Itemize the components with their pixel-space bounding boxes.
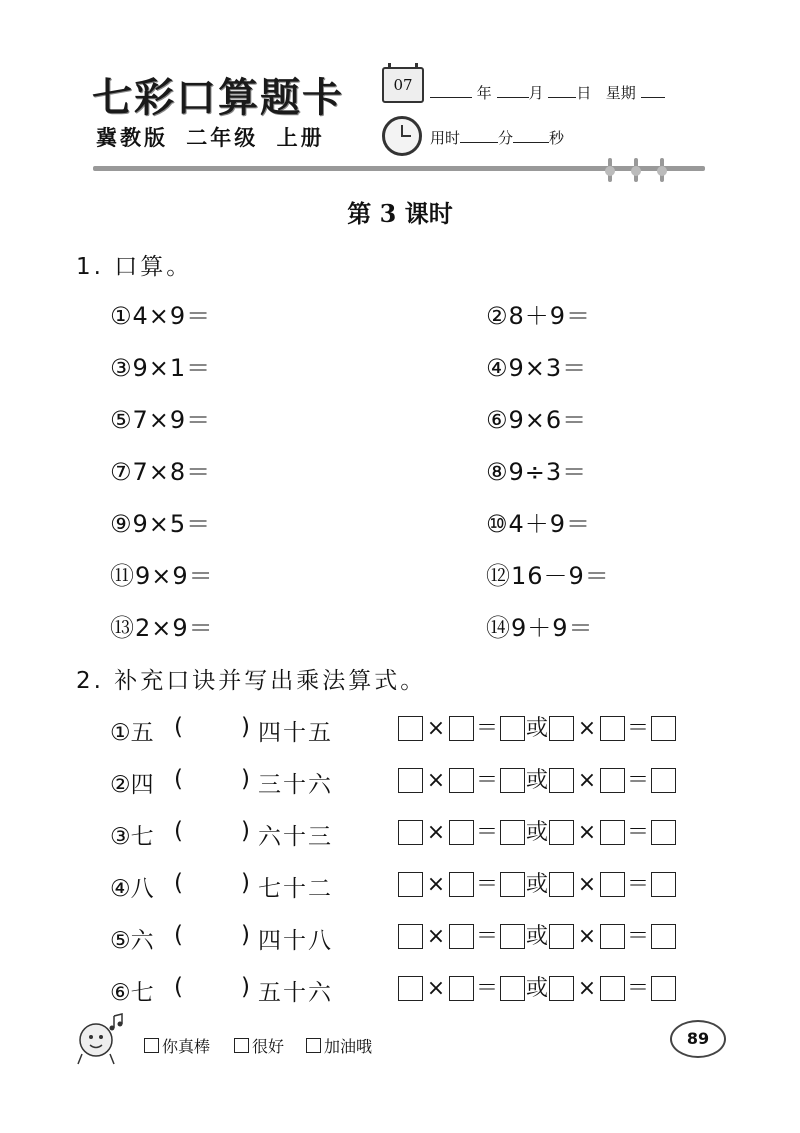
day-label: 日 [576, 84, 592, 102]
answer-box[interactable] [500, 820, 525, 845]
equals-sign: ＝ [627, 768, 650, 793]
minute-label: 分 [498, 129, 514, 147]
times-sign: × [426, 976, 446, 1001]
times-sign: × [426, 872, 446, 897]
times-sign: × [426, 820, 446, 845]
answer-box[interactable] [600, 872, 625, 897]
equation-boxes [398, 820, 676, 845]
answer-box[interactable] [449, 820, 474, 845]
answer-box[interactable] [600, 924, 625, 949]
multiplication-row [0, 870, 800, 900]
binder-ring-icon [660, 158, 664, 182]
answer-box[interactable] [651, 872, 676, 897]
row-label: ①五 [110, 720, 154, 746]
times-sign: × [577, 716, 597, 741]
paren-close: ) [241, 766, 250, 792]
answer-box[interactable] [398, 924, 423, 949]
rating-label: 很好 [252, 1037, 285, 1056]
answer-box[interactable] [449, 768, 474, 793]
answer-box[interactable] [500, 976, 525, 1001]
problem-6: ⑥9×6＝ [486, 406, 588, 434]
rating-checkbox[interactable] [144, 1038, 159, 1053]
answer-box[interactable] [398, 716, 423, 741]
month-label: 月 [528, 84, 544, 102]
calendar-icon: 07 [382, 67, 424, 103]
problem-5: ⑤7×9＝ [110, 406, 212, 434]
equation-boxes [398, 716, 676, 741]
row-label: ②四 [110, 772, 154, 798]
answer-box[interactable] [500, 924, 525, 949]
row-words: 七十二 [258, 876, 333, 902]
problem-12: ⑫16－9＝ [486, 562, 610, 590]
minute-blank[interactable] [460, 128, 498, 143]
answer-box[interactable] [549, 924, 574, 949]
times-sign: × [577, 924, 597, 949]
rating-option[interactable] [144, 1034, 210, 1057]
multiplication-row [0, 922, 800, 952]
times-sign: × [577, 768, 597, 793]
answer-box[interactable] [600, 716, 625, 741]
mascot-icon [70, 1008, 130, 1068]
answer-box[interactable] [449, 716, 474, 741]
equation-boxes [398, 768, 676, 793]
equation-boxes [398, 976, 676, 1001]
equation-boxes [398, 872, 676, 897]
second-label: 秒 [549, 129, 565, 147]
problem-13: ⑬2×9＝ [110, 614, 214, 642]
answer-box[interactable] [600, 820, 625, 845]
times-sign: × [426, 924, 446, 949]
or-word: 或 [526, 976, 549, 1001]
lesson-title: 第 3 课时 [347, 199, 453, 228]
answer-box[interactable] [651, 924, 676, 949]
paren-close: ) [241, 922, 250, 948]
multiplication-row [0, 714, 800, 744]
equals-sign: ＝ [627, 716, 650, 741]
answer-box[interactable] [549, 820, 574, 845]
problem-8: ⑧9÷3＝ [486, 458, 588, 486]
answer-box[interactable] [549, 976, 574, 1001]
month-blank[interactable] [497, 83, 529, 98]
rating-option[interactable] [306, 1034, 372, 1057]
equals-sign: ＝ [627, 924, 650, 949]
multiplication-row [0, 974, 800, 1004]
section1-heading: 1. 口算。 [76, 254, 193, 280]
answer-box[interactable] [600, 976, 625, 1001]
clock-icon [382, 116, 422, 156]
row-words: 六十三 [258, 824, 333, 850]
answer-box[interactable] [549, 768, 574, 793]
answer-box[interactable] [449, 872, 474, 897]
equals-sign: ＝ [627, 976, 650, 1001]
rating-checkbox[interactable] [234, 1038, 249, 1053]
answer-box[interactable] [500, 768, 525, 793]
problem-4: ④9×3＝ [486, 354, 588, 382]
row-label: ⑥七 [110, 980, 154, 1006]
paren-close: ) [241, 870, 250, 896]
answer-box[interactable] [449, 924, 474, 949]
answer-box[interactable] [651, 716, 676, 741]
problem-14: ⑭9＋9＝ [486, 614, 594, 642]
times-sign: × [426, 768, 446, 793]
paren-open: ( [174, 974, 183, 1000]
rating-label: 你真棒 [162, 1037, 211, 1056]
equals-sign: ＝ [475, 924, 498, 949]
paren-open: ( [174, 870, 183, 896]
equals-sign: ＝ [627, 872, 650, 897]
answer-box[interactable] [549, 716, 574, 741]
row-words: 四十五 [258, 720, 333, 746]
date-fields [430, 82, 665, 103]
problem-2: ②8＋9＝ [486, 302, 592, 330]
row-label: ④八 [110, 876, 154, 902]
problem-10: ⑩4＋9＝ [486, 510, 592, 538]
rating-checkbox[interactable] [306, 1038, 321, 1053]
or-word: 或 [526, 872, 549, 897]
row-label: ③七 [110, 824, 154, 850]
paren-open: ( [174, 922, 183, 948]
equals-sign: ＝ [475, 976, 498, 1001]
paren-close: ) [241, 818, 250, 844]
paren-open: ( [174, 766, 183, 792]
equals-sign: ＝ [627, 820, 650, 845]
weekday-blank[interactable] [641, 83, 665, 98]
equals-sign: ＝ [475, 768, 498, 793]
times-sign: × [577, 872, 597, 897]
problem-7: ⑦7×8＝ [110, 458, 212, 486]
answer-box[interactable] [651, 976, 676, 1001]
times-sign: × [577, 820, 597, 845]
times-sign: × [426, 716, 446, 741]
equals-sign: ＝ [475, 872, 498, 897]
answer-box[interactable] [500, 716, 525, 741]
brand-title: 七彩口算题卡 [92, 74, 344, 121]
time-fields [430, 127, 564, 148]
section2-heading: 2. 补充口诀并写出乘法算式。 [76, 668, 427, 694]
year-blank[interactable] [430, 83, 472, 98]
row-label: ⑤六 [110, 928, 154, 954]
binder-ring-icon [608, 158, 612, 182]
problem-1: ①4×9＝ [110, 302, 212, 330]
answer-box[interactable] [549, 872, 574, 897]
rating-option[interactable] [234, 1034, 284, 1057]
day-blank[interactable] [548, 83, 576, 98]
answer-box[interactable] [398, 768, 423, 793]
second-blank[interactable] [513, 128, 549, 143]
answer-box[interactable] [500, 872, 525, 897]
answer-box[interactable] [600, 768, 625, 793]
edition-subtitle: 冀教版 二年级 上册 [96, 126, 325, 150]
answer-box[interactable] [651, 768, 676, 793]
paren-close: ) [241, 714, 250, 740]
row-words: 四十八 [258, 928, 333, 954]
answer-box[interactable] [398, 976, 423, 1001]
binder-ring-icon [634, 158, 638, 182]
row-words: 三十六 [258, 772, 333, 798]
paren-open: ( [174, 714, 183, 740]
or-word: 或 [526, 716, 549, 741]
problem-11: ⑪9×9＝ [110, 562, 214, 590]
answer-box[interactable] [398, 872, 423, 897]
answer-box[interactable] [398, 820, 423, 845]
or-word: 或 [526, 768, 549, 793]
paren-open: ( [174, 818, 183, 844]
multiplication-row [0, 766, 800, 796]
multiplication-row [0, 818, 800, 848]
year-label: 年 [476, 84, 492, 102]
equals-sign: ＝ [475, 716, 498, 741]
answer-box[interactable] [449, 976, 474, 1001]
times-sign: × [577, 976, 597, 1001]
rating-label: 加油哦 [324, 1037, 373, 1056]
problem-3: ③9×1＝ [110, 354, 212, 382]
or-word: 或 [526, 924, 549, 949]
time-used-label: 用时 [430, 129, 461, 147]
problem-9: ⑨9×5＝ [110, 510, 212, 538]
page-number: 89 [670, 1020, 726, 1058]
equals-sign: ＝ [475, 820, 498, 845]
paren-close: ) [241, 974, 250, 1000]
row-words: 五十六 [258, 980, 333, 1006]
or-word: 或 [526, 820, 549, 845]
weekday-label: 星期 [605, 84, 636, 102]
answer-box[interactable] [651, 820, 676, 845]
equation-boxes [398, 924, 676, 949]
